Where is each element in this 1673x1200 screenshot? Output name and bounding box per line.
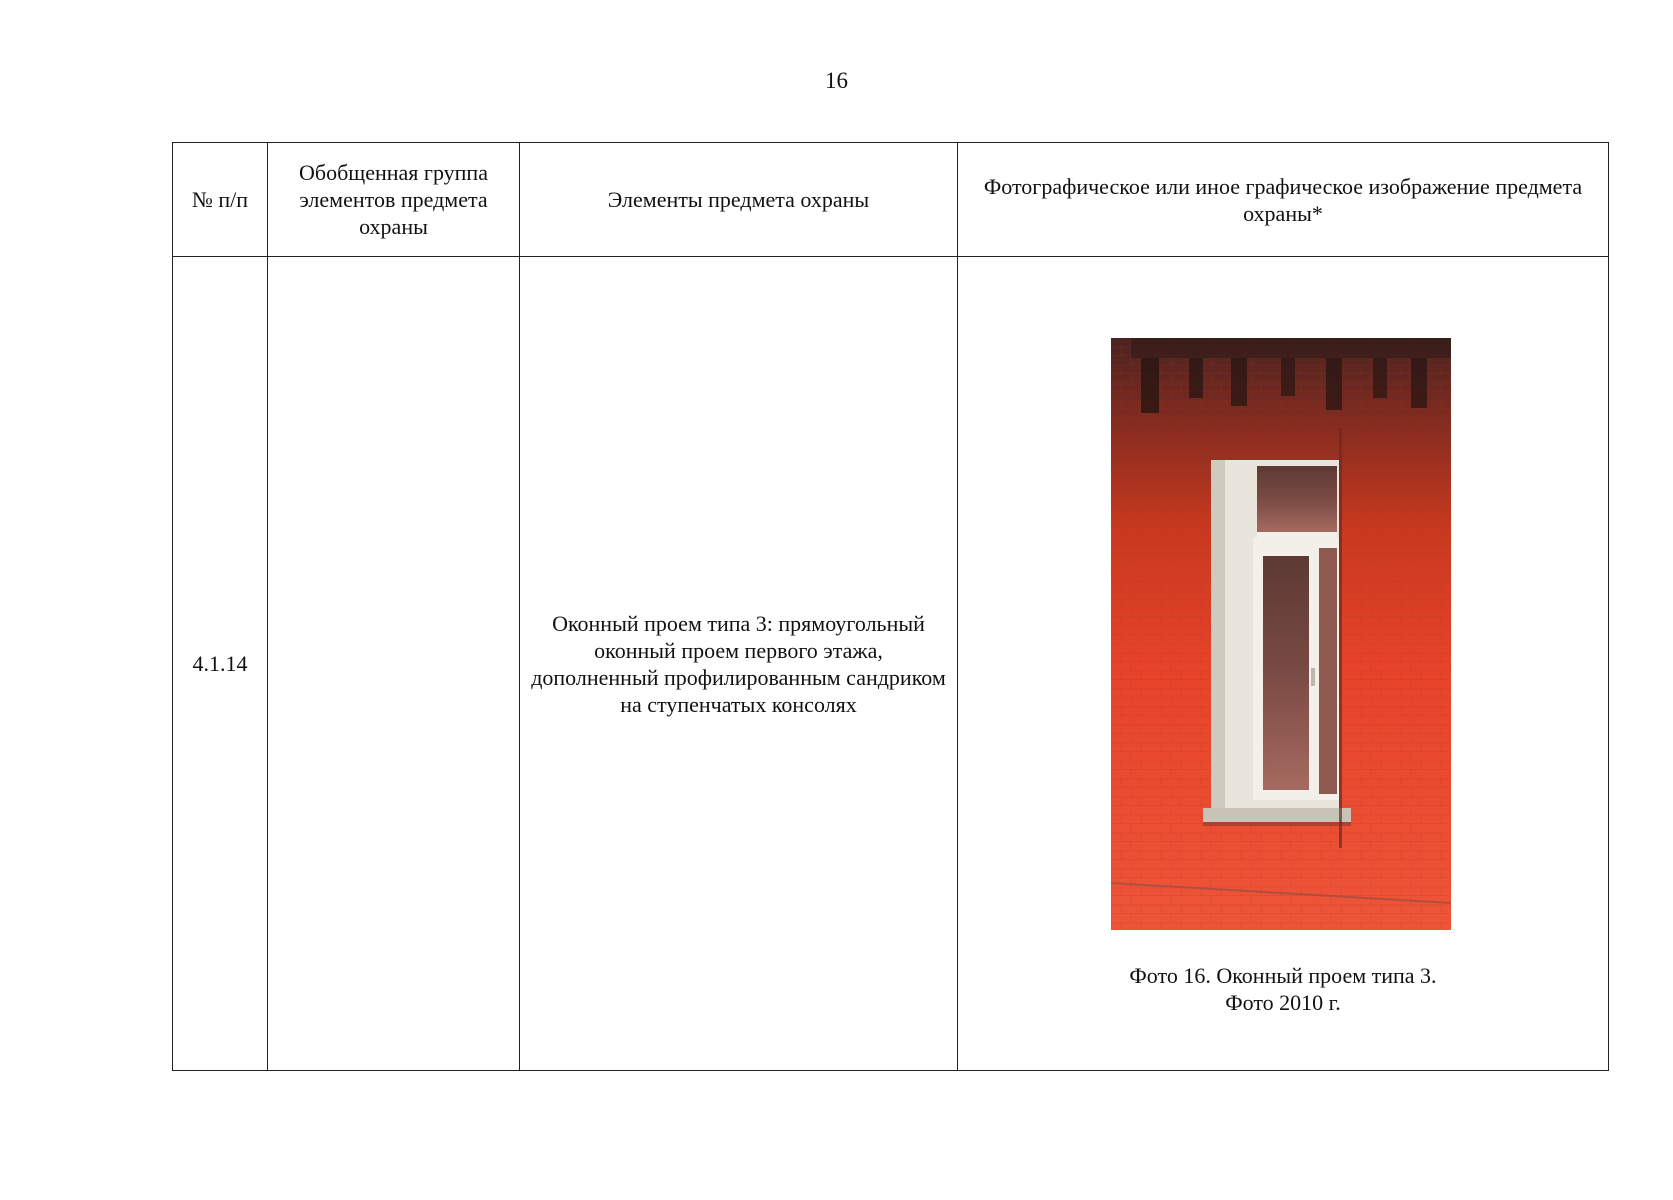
- window-photo: [1111, 338, 1451, 930]
- row-elements: Оконный проем типа 3: прямоугольный оконный проем первого этажа, дополненный профилированным сандриком на ступенчатых консолях: [520, 257, 958, 1071]
- table-row: [173, 257, 1609, 1071]
- row-image-cell: [958, 257, 1609, 1071]
- row-group: [268, 257, 520, 1071]
- header-elements: Элементы предмета охраны: [520, 143, 958, 257]
- table-header-row: [173, 143, 1609, 257]
- protection-subject-table: [172, 142, 1609, 1071]
- header-num: № п/п: [173, 143, 268, 257]
- window-photo-image: [1111, 338, 1451, 930]
- header-group: Обобщенная группа элементов предмета охраны: [268, 143, 520, 257]
- photo-caption-line-1: Фото 16. Оконный проем типа 3.: [1129, 963, 1437, 988]
- photo-caption-line-2: Фото 2010 г.: [1225, 990, 1341, 1015]
- page-number: 16: [825, 68, 848, 93]
- photo-caption: [958, 962, 1608, 1016]
- header-image: Фотографическое или иное графическое изображение предмета охраны*: [958, 143, 1609, 257]
- row-num: 4.1.14: [173, 257, 268, 1071]
